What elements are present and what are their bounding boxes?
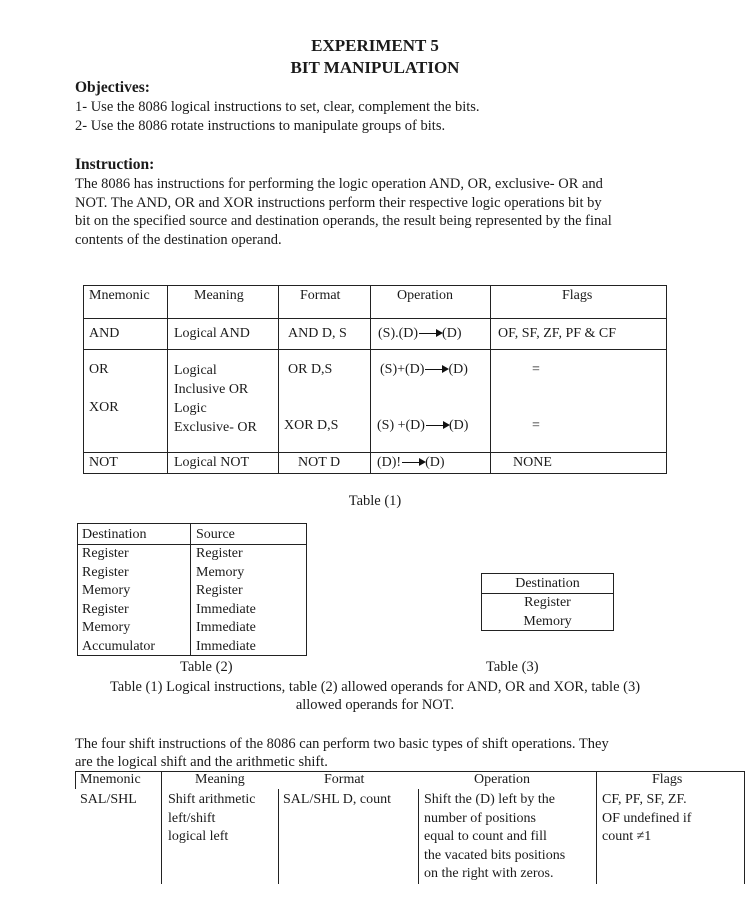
instruction-line: The 8086 has instructions for performing the logic operation AND, OR, exclusive- OR and [75, 176, 603, 192]
shift-meaning: Shift arithmetic left/shift logical left [168, 792, 256, 844]
table1-format: NOT D [298, 455, 341, 470]
table1-operation: (S).(D) (D) [378, 326, 462, 341]
table1-flags: NONE [513, 455, 552, 470]
table1-meaning: Logical Inclusive OR [174, 363, 249, 397]
table1-mnemonic: NOT [89, 455, 118, 470]
table1-flags: OF, SF, ZF, PF & CF [498, 326, 617, 341]
table1-caption: Table (1) [348, 493, 402, 509]
table1-flags: = [532, 418, 540, 433]
table1-meaning: Logic Exclusive- OR [174, 401, 257, 435]
table1-flags: = [532, 362, 540, 377]
table1-mnemonic: XOR [89, 400, 119, 415]
objective-item-2: 2- Use the 8086 rotate instructions to manipulate groups of bits. [75, 118, 446, 134]
table1-meaning: Logical AND [174, 326, 250, 341]
shift-header-operation: Operation [474, 772, 530, 787]
shift-flags: CF, PF, SF, ZF. OF undefined if count ≠1 [602, 792, 692, 844]
table1-meaning: Logical NOT [174, 455, 250, 470]
shift-intro-line: are the logical shift and the arithmetic shift. [75, 754, 328, 770]
shift-format: SAL/SHL D, count [283, 792, 391, 807]
table1-header-meaning: Meaning [194, 288, 244, 303]
table3-header-destination: Destination [515, 576, 580, 591]
shift-header-format: Format [324, 772, 365, 787]
table1-operation: (S)+(D) (D) [380, 362, 468, 377]
table1-header-mnemonic: Mnemonic [89, 288, 150, 303]
objectives-heading: Objectives: [75, 79, 150, 96]
table1-operation: (S) +(D) (D) [377, 418, 469, 433]
table2-source-column: Register Memory Register Immediate Immediate Immediate [196, 546, 256, 654]
arrow-right-icon [419, 333, 441, 334]
table1-mnemonic: AND [89, 326, 120, 341]
arrow-right-icon [425, 369, 447, 370]
instruction-line: bit on the specified source and destination operands, the result being represented by the final [75, 213, 612, 229]
instruction-heading: Instruction: [75, 156, 155, 173]
table3-destination-column: Register Memory [523, 595, 572, 629]
experiment-subtitle: BIT MANIPULATION [290, 58, 460, 77]
table2-destination-column: Register Register Memory Register Memory Accumulator [82, 546, 156, 654]
table2-header-source: Source [196, 527, 235, 542]
table1-operation: (D)! (D) [377, 455, 445, 470]
shift-header-mnemonic: Mnemonic [80, 772, 141, 787]
table3-caption: Table (3) [486, 659, 539, 675]
shift-intro-line: The four shift instructions of the 8086 can perform two basic types of shift operations. They [75, 736, 609, 752]
table2-header-destination: Destination [82, 527, 147, 542]
arrow-right-icon [402, 462, 424, 463]
instruction-line: contents of the destination operand. [75, 232, 282, 248]
arrow-right-icon [426, 425, 448, 426]
table1-format: OR D,S [288, 362, 333, 377]
table1-format: AND D, S [288, 326, 347, 341]
shift-header-meaning: Meaning [195, 772, 245, 787]
table2-caption: Table (2) [180, 659, 233, 675]
shift-header-flags: Flags [652, 772, 683, 787]
instruction-line: NOT. The AND, OR and XOR instructions perform their respective logic operations bit by [75, 195, 602, 211]
shift-operation: Shift the (D) left by the number of positions equal to count and fill the vacated bits positions on the right with zeros. [424, 792, 566, 881]
tables-caption: Table (1) Logical instructions, table (2) allowed operands for AND, OR and XOR, table (3) allowed operands for NOT. [109, 679, 641, 713]
objective-item-1: 1- Use the 8086 logical instructions to set, clear, complement the bits. [75, 99, 480, 115]
table1-mnemonic: OR [89, 362, 109, 377]
shift-mnemonic: SAL/SHL [80, 792, 137, 807]
table1-header-format: Format [300, 288, 341, 303]
table1-header-operation: Operation [397, 288, 453, 303]
table1-format: XOR D,S [284, 418, 339, 433]
experiment-title: EXPERIMENT 5 [311, 36, 439, 55]
table1-header-flags: Flags [562, 288, 593, 303]
